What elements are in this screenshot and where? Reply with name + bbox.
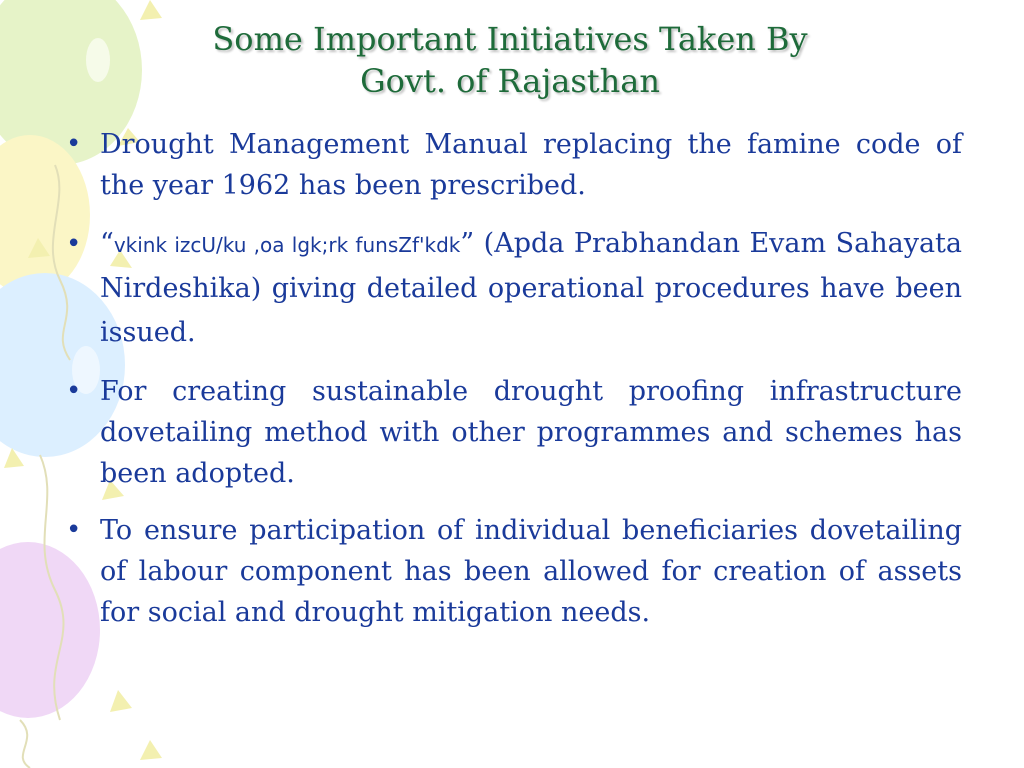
bullet-glyph: • [66,515,82,545]
bullet-open-quote: “ [100,228,114,259]
bullet-close-quote: ” ( [460,228,495,259]
bullet-glyph: • [66,376,82,406]
bullet-item [62,371,962,494]
bullet-glyph: • [66,129,82,159]
balloon-green-highlight [86,38,110,82]
confetti [140,0,162,20]
bullet-text: Apda Prabhandan Evam Sahayata Nirdeshika) giving detailed operational procedures have been issued. [100,228,963,348]
balloon-string [20,720,30,768]
bullet-item [62,124,962,206]
bullet-text: To ensure participation of individual beneficiaries dovetailing of labour component has been allowed for creation of assets for social and drought mitigation needs. [100,515,962,628]
bullet-glyph: • [66,229,82,259]
bullet-item [62,222,962,355]
bullet-hindi-text: vkink izcU/ku ,oa lgk;rk funsZf'kdk [113,233,461,257]
slide-title [140,18,880,102]
bullet-text: For creating sustainable drought proofing infrastructure dovetailing method with other programmes and schemes has been adopted. [100,376,962,489]
slide-title-line-1: Some Important Initiatives Taken By [212,20,808,58]
bullet-item [62,510,962,633]
confetti [110,690,132,712]
bullet-list [62,124,962,649]
slide-title-line-2: Govt. of Rajasthan [360,62,660,100]
bullet-text: Drought Management Manual replacing the famine code of the year 1962 has been prescribed. [100,129,962,201]
confetti [140,740,162,760]
